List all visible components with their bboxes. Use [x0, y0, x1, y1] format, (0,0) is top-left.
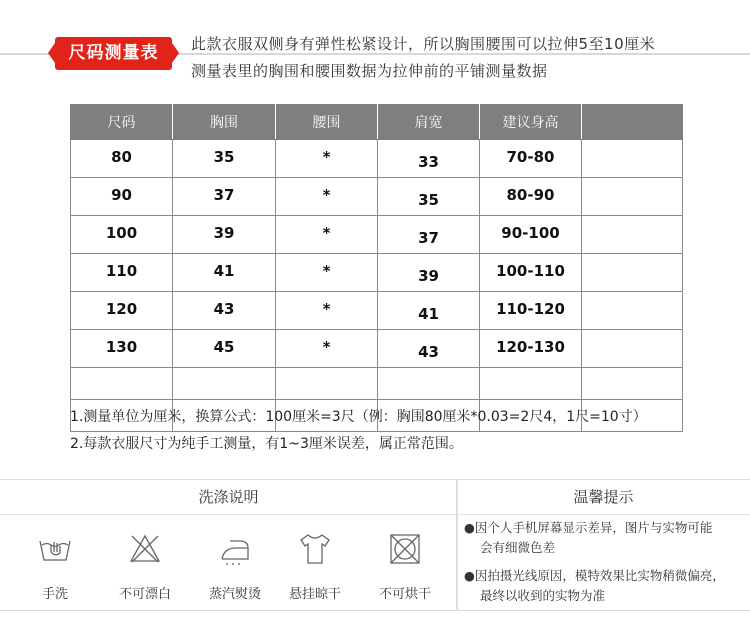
cell-waist: *: [276, 178, 378, 216]
table-row: [71, 292, 683, 330]
cell-height: 100-110: [480, 254, 582, 292]
hand-wash-icon: [38, 532, 72, 566]
care-label-no-tumble-dry: 不可烘干: [378, 587, 431, 602]
care-label-steam-iron: 蒸汽熨烫: [208, 587, 261, 602]
note-unit-conversion: 1.测量单位为厘米，换算公式：100厘米=3尺（例：胸围80厘米*0.03=2尺4，1尺=10寸）: [70, 409, 647, 425]
cell-waist: *: [276, 292, 378, 330]
cell-shoulder: 33: [378, 140, 480, 178]
cell-chest: 41: [173, 254, 276, 292]
cell-chest: 39: [173, 216, 276, 254]
cell-waist: *: [276, 216, 378, 254]
cell-size: 80: [71, 140, 173, 178]
cell-shoulder: 41: [378, 292, 480, 330]
cell-size: 110: [71, 254, 173, 292]
cell-chest: 35: [173, 140, 276, 178]
cell-size: 120: [71, 292, 173, 330]
cell-shoulder: 43: [378, 330, 480, 368]
cell-empty: [582, 178, 683, 216]
cell-chest: 37: [173, 178, 276, 216]
description-line-2: 测量表里的胸围和腰围数据为拉伸前的平铺测量数据: [191, 62, 548, 80]
table-row: [71, 178, 683, 216]
table-row-empty: [71, 368, 683, 400]
tips-title: 温馨提示: [457, 479, 750, 515]
cell-size: 100: [71, 216, 173, 254]
care-title: 洗涤说明: [0, 479, 457, 515]
table-row: [71, 254, 683, 292]
size-chart-badge: 尺码测量表: [55, 37, 172, 70]
cell-waist: *: [276, 330, 378, 368]
cell-waist: *: [276, 140, 378, 178]
no-bleach-icon: [128, 532, 162, 566]
description-line-1: 此款衣服双侧身有弹性松紧设计，所以胸围腰围可以拉伸5至10厘米: [191, 35, 656, 53]
care-label-hand-wash: 手洗: [41, 587, 68, 602]
cell-height: 120-130: [480, 330, 582, 368]
cell-empty: [582, 254, 683, 292]
cell-empty: [582, 330, 683, 368]
cell-height: 80-90: [480, 178, 582, 216]
header-chest: 胸围: [173, 105, 276, 140]
size-table: [70, 104, 683, 432]
cell-shoulder: 37: [378, 216, 480, 254]
table-row: [71, 330, 683, 368]
cell-empty: [582, 216, 683, 254]
tip-1-line-1: ●因个人手机屏幕显示差异，图片与实物可能: [464, 520, 713, 535]
cell-waist: *: [276, 254, 378, 292]
cell-chest: 43: [173, 292, 276, 330]
tip-2-line-2: 最终以收到的实物为准: [480, 588, 606, 603]
table-header-row: [71, 105, 683, 140]
cell-height: 70-80: [480, 140, 582, 178]
table-row: [71, 216, 683, 254]
cell-shoulder: 35: [378, 178, 480, 216]
cell-size: 130: [71, 330, 173, 368]
care-label-no-bleach: 不可漂白: [118, 587, 171, 602]
tip-2-line-1: ●因拍摄光线原因，模特效果比实物稍微偏亮，: [464, 568, 725, 583]
steam-iron-icon: [218, 532, 252, 566]
cell-height: 110-120: [480, 292, 582, 330]
header-shoulder: 肩宽: [378, 105, 480, 140]
table-row: [71, 140, 683, 178]
care-label-hang-dry: 悬挂晾干: [288, 587, 341, 602]
note-measurement-error: 2.每款衣服尺寸为纯手工测量，有1~3厘米误差，属正常范围。: [70, 436, 463, 452]
tip-1-line-2: 会有细微色差: [480, 540, 556, 555]
hang-dry-icon: [298, 532, 332, 566]
cell-shoulder: 39: [378, 254, 480, 292]
cell-size: 90: [71, 178, 173, 216]
no-tumble-dry-icon: [388, 532, 422, 566]
header-size: 尺码: [71, 105, 173, 140]
cell-empty: [582, 292, 683, 330]
cell-chest: 45: [173, 330, 276, 368]
cell-height: 90-100: [480, 216, 582, 254]
cell-empty: [582, 140, 683, 178]
header-blank: [582, 105, 683, 140]
header-height: 建议身高: [480, 105, 582, 140]
header-waist: 腰围: [276, 105, 378, 140]
